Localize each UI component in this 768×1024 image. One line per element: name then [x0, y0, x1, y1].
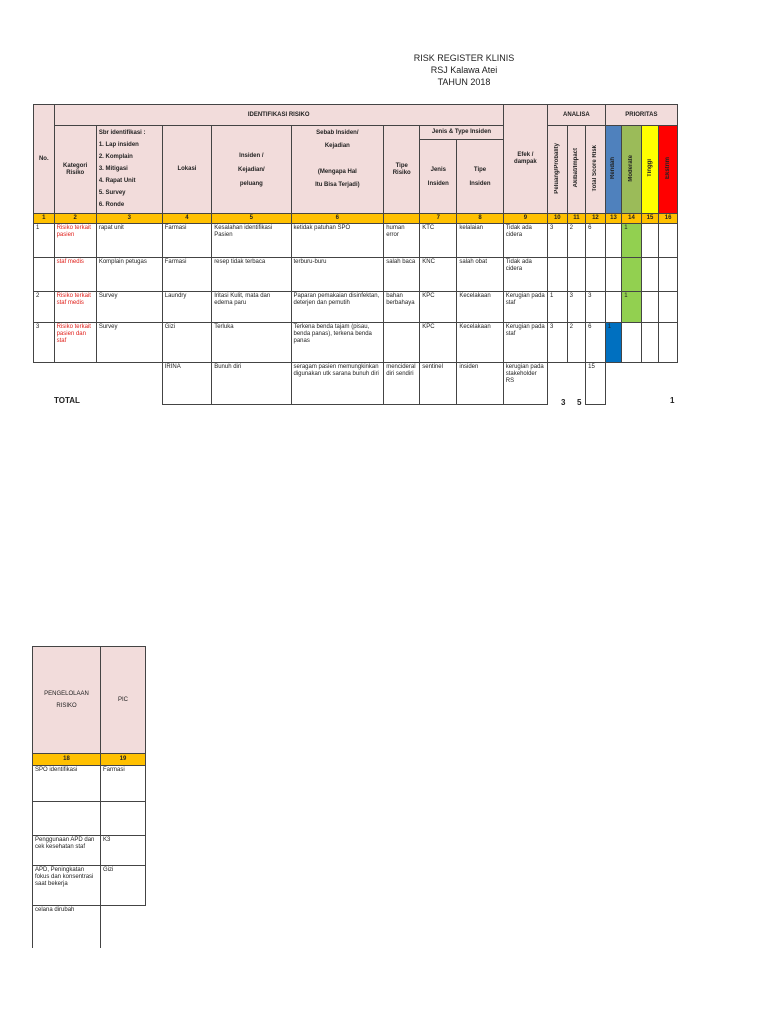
- cell-no: [34, 258, 55, 292]
- pengelolaan-table: [32, 646, 146, 948]
- cell-ekstrim: [659, 323, 678, 363]
- col-num: 2: [54, 214, 96, 224]
- cell-lokasi: Gizi: [162, 323, 211, 363]
- cell-score: 6: [586, 224, 606, 258]
- cell-moderate: [622, 363, 642, 405]
- cell-sebab: seragam pasien memungkinkan digunakan utk sarana bunuh diri: [291, 363, 384, 405]
- risk-register-table: [33, 104, 678, 405]
- col-num: 6: [291, 214, 384, 224]
- total-label: TOTAL: [54, 396, 80, 405]
- cell-jenis: KPC: [420, 323, 457, 363]
- cell-peluang: [548, 258, 568, 292]
- col-num: 4: [162, 214, 211, 224]
- cell-rendah: [605, 258, 621, 292]
- header-identifikasi: IDENTIFIKASI RISIKO: [54, 105, 503, 126]
- table-row: [33, 766, 146, 802]
- cell-pic: [101, 802, 146, 836]
- cell-sebab: ketidak patuhan SPO: [291, 224, 384, 258]
- header-tipe-risiko: Tipe Risiko: [384, 126, 420, 214]
- cell-tipe-insiden: kelalaian: [457, 224, 503, 258]
- cell-rendah: 1: [605, 323, 621, 363]
- cell-jenis: sentinel: [420, 363, 457, 405]
- header-tipe-insiden: Tipe Insiden: [457, 140, 503, 214]
- cell-tipe: human error: [384, 224, 420, 258]
- cell-insiden: Bunuh diri: [212, 363, 291, 405]
- header-pic: PIC: [101, 647, 146, 754]
- col-num: 1: [34, 214, 55, 224]
- cell-ekstrim: [659, 292, 678, 323]
- cell-tipe-insiden: Kecelakaan: [457, 323, 503, 363]
- col-num: 19: [101, 754, 146, 766]
- header-peluang: Peluang/Probality: [548, 126, 568, 214]
- cell-akibat: [567, 258, 586, 292]
- table-row: [33, 906, 146, 948]
- cell-efek: Tidak ada cidera: [503, 224, 547, 258]
- header-prioritas: PRIORITAS: [605, 105, 677, 126]
- col-num: 15: [641, 214, 659, 224]
- cell-moderate: [622, 258, 642, 292]
- cell-insiden: Iritasi Kulit, mata dan edema paru: [212, 292, 291, 323]
- col-num: 12: [586, 214, 606, 224]
- cell-akibat: 2: [567, 224, 586, 258]
- cell-tinggi: [641, 292, 659, 323]
- cell-sebab: terburu-buru: [291, 258, 384, 292]
- table-row: [33, 866, 146, 906]
- header-sbr: Sbr identifikasi : 1. Lap insiden 2. Komplain 3. Mitigasi 4. Rapat Unit 5. Survey 6. Ronde: [96, 126, 162, 214]
- cell-kategori: Risiko terkait pasien: [54, 224, 96, 258]
- cell-score: 3: [586, 292, 606, 323]
- col-num: [384, 214, 420, 224]
- cell-insiden: Terluka: [212, 323, 291, 363]
- cell-lokasi: Farmasi: [162, 258, 211, 292]
- cell-insiden: resep tidak terbaca: [212, 258, 291, 292]
- col-num: 18: [33, 754, 101, 766]
- cell-efek: kerugian pada stakeholder RS: [503, 363, 547, 405]
- header-jenis-type: Jenis & Type Insiden: [420, 126, 503, 140]
- header-pengelolaan: PENGELOLAAN RISIKO: [33, 647, 101, 754]
- cell-lokasi: Farmasi: [162, 224, 211, 258]
- cell-tipe: salah baca: [384, 258, 420, 292]
- cell-ekstrim: [659, 224, 678, 258]
- cell-ekstrim: [659, 363, 678, 405]
- header-kategori: Kategori Risiko: [54, 126, 96, 214]
- cell-sebab: Terkena benda tajam (pisau, benda panas), terkena benda panas: [291, 323, 384, 363]
- cell-rendah: [605, 292, 621, 323]
- col-num: 11: [567, 214, 586, 224]
- header-total-score: Total Score Risk: [586, 126, 606, 214]
- cell-pengelolaan: Penggunaan APD dan cek kesehatan staf: [33, 836, 101, 866]
- header-insiden: Insiden / Kejadian/ peluang: [212, 126, 291, 214]
- col-num: 14: [622, 214, 642, 224]
- cell-tipe-insiden: insiden: [457, 363, 503, 405]
- cell-sbr: [96, 363, 162, 405]
- total-peluang: 3: [561, 398, 566, 407]
- cell-jenis: KTC: [420, 224, 457, 258]
- cell-peluang: 3: [548, 323, 568, 363]
- cell-no: 1: [34, 224, 55, 258]
- header-tinggi: Tinggi: [641, 126, 659, 214]
- cell-efek: Tidak ada cidera: [503, 258, 547, 292]
- cell-jenis: KPC: [420, 292, 457, 323]
- cell-pengelolaan: SPO identifikasi: [33, 766, 101, 802]
- cell-tinggi: [641, 258, 659, 292]
- total-akibat: 5: [577, 398, 582, 407]
- cell-pic: K3: [101, 836, 146, 866]
- cell-peluang: 1: [548, 292, 568, 323]
- cell-score: [586, 258, 606, 292]
- col-num: 10: [548, 214, 568, 224]
- col-num: 3: [96, 214, 162, 224]
- cell-no: 2: [34, 292, 55, 323]
- col-num: 16: [659, 214, 678, 224]
- table-row: [34, 323, 678, 363]
- cell-tinggi: [641, 323, 659, 363]
- cell-tinggi: [641, 224, 659, 258]
- cell-pengelolaan: [33, 802, 101, 836]
- cell-tipe: bahan berbahaya: [384, 292, 420, 323]
- cell-kategori: staf medis: [54, 258, 96, 292]
- table-row: [33, 802, 146, 836]
- cell-tipe: mencideral diri sendiri: [384, 363, 420, 405]
- header-jenis-insiden: Jenis Insiden: [420, 140, 457, 214]
- cell-rendah: [605, 363, 621, 405]
- col-num: 8: [457, 214, 503, 224]
- cell-tipe-insiden: Kecelakaan: [457, 292, 503, 323]
- cell-tipe-insiden: salah obat: [457, 258, 503, 292]
- cell-pengelolaan: celana dirubah: [33, 906, 101, 948]
- cell-tipe: [384, 323, 420, 363]
- cell-sbr: Komplain petugas: [96, 258, 162, 292]
- cell-score: 15: [586, 363, 606, 405]
- header-no: No.: [34, 105, 55, 214]
- table-row: [33, 836, 146, 866]
- cell-kategori: Risiko terkait staf medis: [54, 292, 96, 323]
- cell-moderate: 1: [622, 292, 642, 323]
- cell-peluang: 3: [548, 224, 568, 258]
- cell-ekstrim: [659, 258, 678, 292]
- header-akibat: Akibat/Impact: [567, 126, 586, 214]
- header-moderate: Moderate: [622, 126, 642, 214]
- cell-sbr: Survey: [96, 323, 162, 363]
- cell-sbr: rapat unit: [96, 224, 162, 258]
- cell-efek: Kerugian pada staf: [503, 323, 547, 363]
- col-num: 13: [605, 214, 621, 224]
- cell-pic: Gizi: [101, 866, 146, 906]
- column-number-row: [34, 214, 678, 224]
- header-efek: Efek / dampak: [503, 105, 547, 214]
- table-row: [34, 224, 678, 258]
- header-lokasi: Lokasi: [162, 126, 211, 214]
- table-row: [34, 292, 678, 323]
- cell-tinggi: [641, 363, 659, 405]
- header-analisa: ANALISA: [548, 105, 606, 126]
- cell-rendah: [605, 224, 621, 258]
- title-line-1: RISK REGISTER KLINIS: [413, 53, 515, 63]
- col-num: 7: [420, 214, 457, 224]
- cell-sebab: Paparan pemakaian disinfektan, deterjen dan pemutih: [291, 292, 384, 323]
- col-num: 5: [212, 214, 291, 224]
- cell-akibat: 2: [567, 323, 586, 363]
- cell-pic: [101, 906, 146, 948]
- table-row: [34, 258, 678, 292]
- cell-no: [34, 363, 55, 405]
- cell-moderate: [622, 323, 642, 363]
- cell-lokasi: Laundry: [162, 292, 211, 323]
- col-num: 9: [503, 214, 547, 224]
- cell-moderate: 1: [622, 224, 642, 258]
- header-rendah: Rendah: [605, 126, 621, 214]
- cell-lokasi: IRINA: [162, 363, 211, 405]
- header-ekstrim: Ekstrim: [659, 126, 678, 214]
- title-line-2: RSJ Kalawa Atei: [430, 65, 498, 75]
- cell-score: 6: [586, 323, 606, 363]
- cell-no: 3: [34, 323, 55, 363]
- cell-jenis: KNC: [420, 258, 457, 292]
- total-ekstrim: 1: [670, 396, 675, 405]
- cell-kategori: Risiko terkait pasien dan staf: [54, 323, 96, 363]
- cell-pengelolaan: APD, Peningkatan fokus dan konsentrasi saat bekerja: [33, 866, 101, 906]
- title-line-3: TAHUN 2018: [437, 77, 491, 87]
- cell-efek: Kerugian pada staf: [503, 292, 547, 323]
- cell-insiden: Kesalahan identifikasi Pasien: [212, 224, 291, 258]
- cell-pic: Farmasi: [101, 766, 146, 802]
- cell-sbr: Survey: [96, 292, 162, 323]
- cell-akibat: 3: [567, 292, 586, 323]
- header-sebab: Sebab Insiden/ Kejadian (Mengapa Hal Itu Bisa Terjadi): [291, 126, 384, 214]
